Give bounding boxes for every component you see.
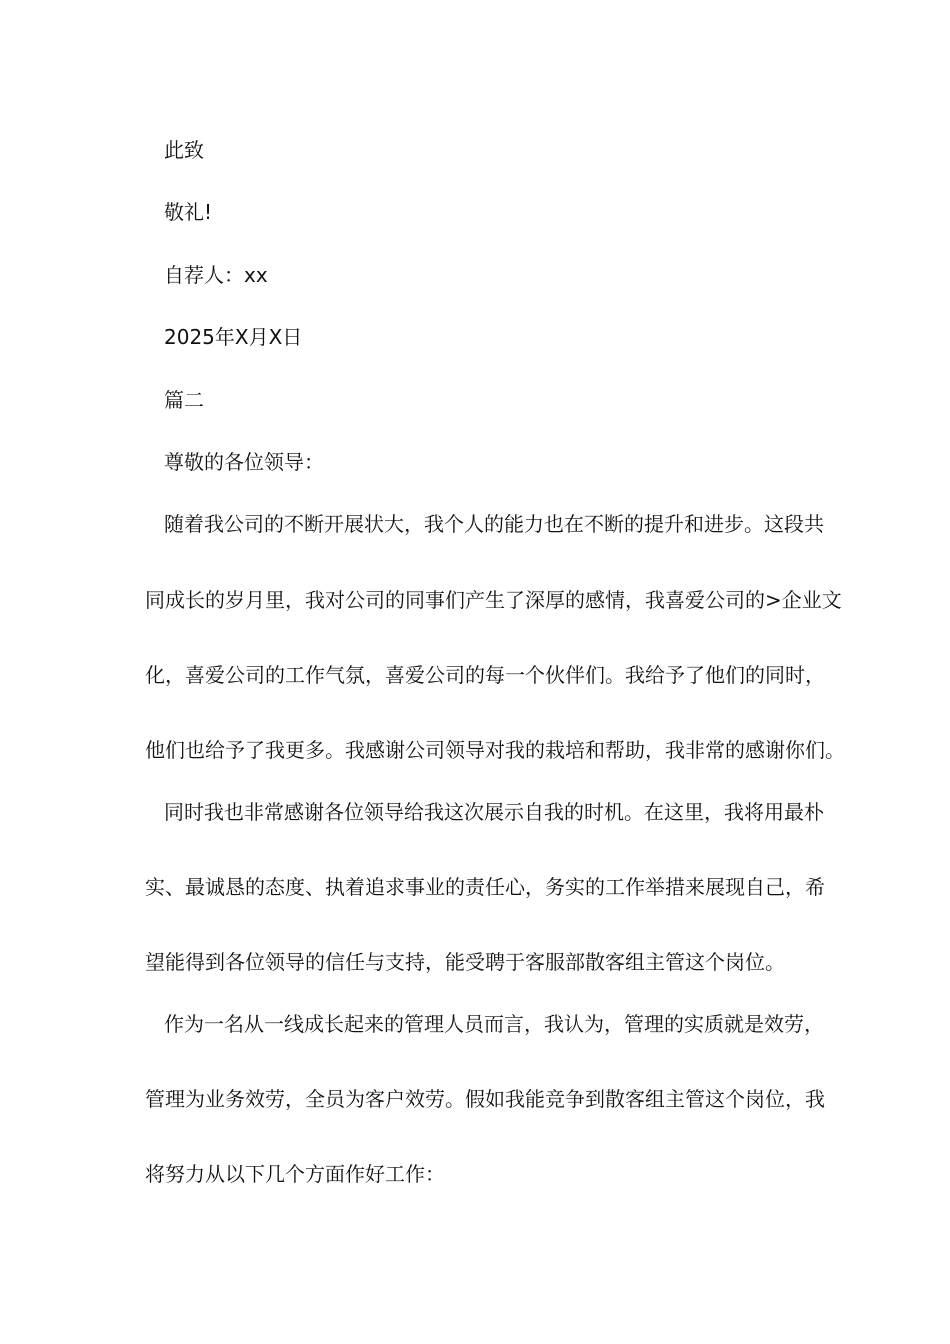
paragraph-line: 化，喜爱公司的工作气氛，喜爱公司的每一个伙伴们。我给予了他们的同时， <box>145 663 825 687</box>
closing-regards: 敬礼! <box>164 200 213 224</box>
closing-salutation: 此致 <box>164 138 204 162</box>
paragraph-line: 作为一名从一线成长起来的管理人员而言，我认为，管理的实质就是效劳， <box>164 1012 824 1036</box>
paragraph-line: 他们也给予了我更多。我感谢公司领导对我的栽培和帮助，我非常的感谢你们。 <box>145 738 845 762</box>
paragraph-line: 管理为业务效劳，全员为客户效劳。假如我能竞争到散客组主管这个岗位，我 <box>145 1087 825 1111</box>
paragraph-line: 同成长的岁月里，我对公司的同事们产生了深厚的感情，我喜爱公司的>企业文 <box>145 588 842 612</box>
paragraph-line: 实、最诚恳的态度、执着追求事业的责任心，务实的工作举措来展现自己，希 <box>145 875 825 899</box>
paragraph-line: 同时我也非常感谢各位领导给我这次展示自我的时机。在这里，我将用最朴 <box>164 800 824 824</box>
paragraph-line: 将努力从以下几个方面作好工作： <box>145 1162 445 1186</box>
paragraph-line: 随着我公司的不断开展状大，我个人的能力也在不断的提升和进步。这段共 <box>164 512 824 536</box>
closing-signature: 自荐人：xx <box>164 263 268 287</box>
closing-date: 2025年X月X日 <box>164 325 303 349</box>
greeting: 尊敬的各位领导： <box>164 450 324 474</box>
section-heading: 篇二 <box>164 388 204 412</box>
paragraph-line: 望能得到各位领导的信任与支持，能受聘于客服部散客组主管这个岗位。 <box>145 950 785 974</box>
